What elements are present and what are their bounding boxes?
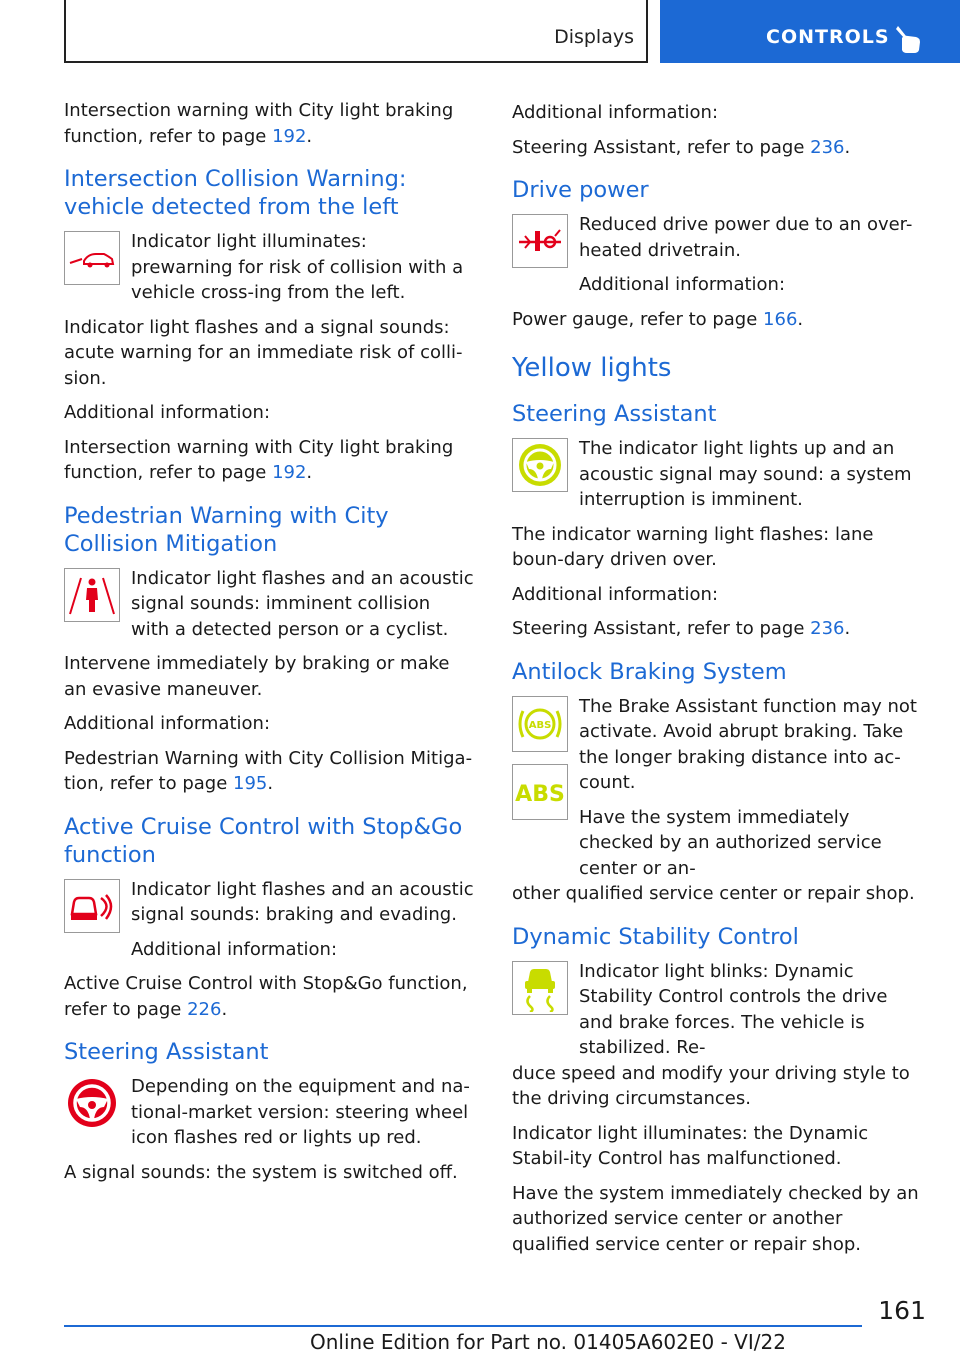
paragraph: Power gauge, refer to page 166. bbox=[512, 308, 804, 330]
chapter-title: CONTROLS bbox=[766, 26, 890, 48]
paragraph: duce speed and modify your driving style to the driving circumstances. bbox=[512, 1062, 910, 1109]
heading-yellow-lights: Yellow lights bbox=[512, 353, 672, 383]
entry-text: Indicator light flashes and an acoustic signal sounds: braking and evading. bbox=[131, 878, 474, 925]
left-column bbox=[64, 98, 474, 1194]
page-link[interactable]: 226 bbox=[187, 998, 222, 1020]
paragraph: Indicator light flashes and a signal sounds: acute warning for an immediate risk of colli-sion. bbox=[64, 316, 463, 389]
heading-dynamic-stability-control: Dynamic Stability Control bbox=[512, 923, 799, 950]
pointing-hand-icon bbox=[894, 24, 922, 54]
entry-text: Reduced drive power due to an over-heated drivetrain. bbox=[579, 214, 913, 261]
paragraph: Intersection warning with City light braking function, refer to page 192. bbox=[64, 436, 454, 483]
entry-text: The Brake Assistant function may not activate. Avoid abrupt braking. Take the longer braking distance into ac-count. bbox=[579, 695, 917, 793]
entry-dsc bbox=[512, 959, 922, 1061]
page-link[interactable]: 192 bbox=[272, 462, 307, 483]
header-section-box bbox=[64, 0, 648, 63]
intersection-warning-icon bbox=[64, 231, 120, 285]
entry-text: Have the system immediately checked by an authorized service center or an- bbox=[579, 806, 882, 879]
section-title: Displays bbox=[554, 26, 634, 48]
paragraph: Additional information: bbox=[64, 713, 271, 734]
heading-antilock-braking-system: Antilock Braking System bbox=[512, 658, 787, 685]
entry-steering-assistant-red bbox=[64, 1074, 474, 1160]
pedestrian-warning-icon bbox=[64, 568, 120, 622]
entry-abs bbox=[512, 694, 922, 882]
paragraph: Active Cruise Control with Stop&Go function, refer to page 226. bbox=[64, 973, 468, 1020]
abs-text-label: ABS bbox=[515, 781, 565, 807]
steering-wheel-yellow-icon bbox=[512, 438, 568, 492]
right-column bbox=[512, 100, 922, 1266]
paragraph: Pedestrian Warning with City Collision Mitiga-tion, refer to page 195. bbox=[64, 747, 473, 794]
paragraph: Have the system immediately checked by an authorized service center or another qualified service center or repair shop. bbox=[512, 1182, 919, 1255]
abs-text-icon bbox=[512, 764, 568, 820]
cruise-control-warning-icon bbox=[64, 879, 120, 933]
heading-steering-assistant: Steering Assistant bbox=[64, 1039, 269, 1065]
entry-text: Indicator light blinks: Dynamic Stability Control controls the drive and brake forces. The vehicle is stabilized. Re- bbox=[579, 960, 888, 1058]
paragraph: A signal sounds: the system is switched off. bbox=[64, 1161, 458, 1183]
heading-intersection-collision-warning: Intersection Collision Warning: vehicle detected from the left bbox=[64, 166, 407, 220]
abs-circle-icon bbox=[512, 696, 568, 752]
paragraph: Steering Assistant, refer to page 236. bbox=[512, 618, 851, 639]
paragraph: Steering Assistant, refer to page 236. bbox=[512, 136, 851, 158]
paragraph: The indicator warning light flashes: lane boun-dary driven over. bbox=[512, 523, 874, 570]
paragraph: Additional information: bbox=[512, 102, 719, 123]
paragraph: Additional information: bbox=[512, 583, 719, 605]
entry-text: The indicator light lights up and an acoustic signal may sound: a system interruption is imminent. bbox=[579, 438, 912, 510]
entry-text: Depending on the equipment and na-tional-market version: steering wheel icon flashes red or lights up red. bbox=[131, 1076, 470, 1148]
paragraph: Additional information: bbox=[64, 402, 271, 423]
paragraph: Indicator light illuminates: the Dynamic Stabil-ity Control has malfunctioned. bbox=[512, 1122, 869, 1169]
entry-active-cruise-control bbox=[64, 877, 474, 972]
footer-divider bbox=[64, 1325, 862, 1327]
page-link[interactable]: 195 bbox=[233, 773, 268, 794]
paragraph: Intersection warning with City light braking function, refer to page 192. bbox=[64, 100, 454, 147]
paragraph: other qualified service center or repair shop. bbox=[512, 883, 915, 904]
entry-text: Indicator light illuminates: prewarning for risk of collision with a vehicle cross-ing from the left. bbox=[131, 231, 464, 303]
abs-circle-label: ABS bbox=[528, 719, 552, 731]
page-link[interactable]: 236 bbox=[810, 136, 845, 158]
page-link[interactable]: 166 bbox=[763, 308, 798, 330]
header-chapter-box bbox=[660, 0, 960, 63]
entry-text: Additional information: bbox=[579, 274, 786, 295]
heading-drive-power: Drive power bbox=[512, 177, 649, 203]
entry-text: Additional information: bbox=[131, 938, 338, 960]
heading-pedestrian-warning: Pedestrian Warning with City Collision Mitigation bbox=[64, 502, 389, 557]
paragraph: Intervene immediately by braking or make an evasive maneuver. bbox=[64, 653, 450, 700]
entry-pedestrian-warning bbox=[64, 566, 474, 652]
page-number: 161 bbox=[878, 1296, 926, 1325]
steering-wheel-red-icon bbox=[64, 1076, 120, 1130]
footer-edition: Online Edition for Part no. 01405A602E0 - VI/22 bbox=[310, 1330, 786, 1354]
drivetrain-warning-icon bbox=[512, 214, 568, 268]
entry-text: Indicator light flashes and an acoustic signal sounds: imminent collision with a detected person or a cyclist. bbox=[131, 567, 474, 640]
entry-drive-power bbox=[512, 212, 922, 307]
dsc-skidding-car-icon bbox=[512, 961, 568, 1015]
entry-steering-assistant-yellow bbox=[512, 436, 922, 522]
page-link[interactable]: 192 bbox=[272, 125, 307, 147]
page-link[interactable]: 236 bbox=[810, 618, 845, 639]
entry-intersection-warning bbox=[64, 229, 474, 315]
heading-active-cruise-control: Active Cruise Control with Stop&Go function bbox=[64, 813, 463, 868]
heading-steering-assistant-yellow: Steering Assistant bbox=[512, 401, 717, 427]
